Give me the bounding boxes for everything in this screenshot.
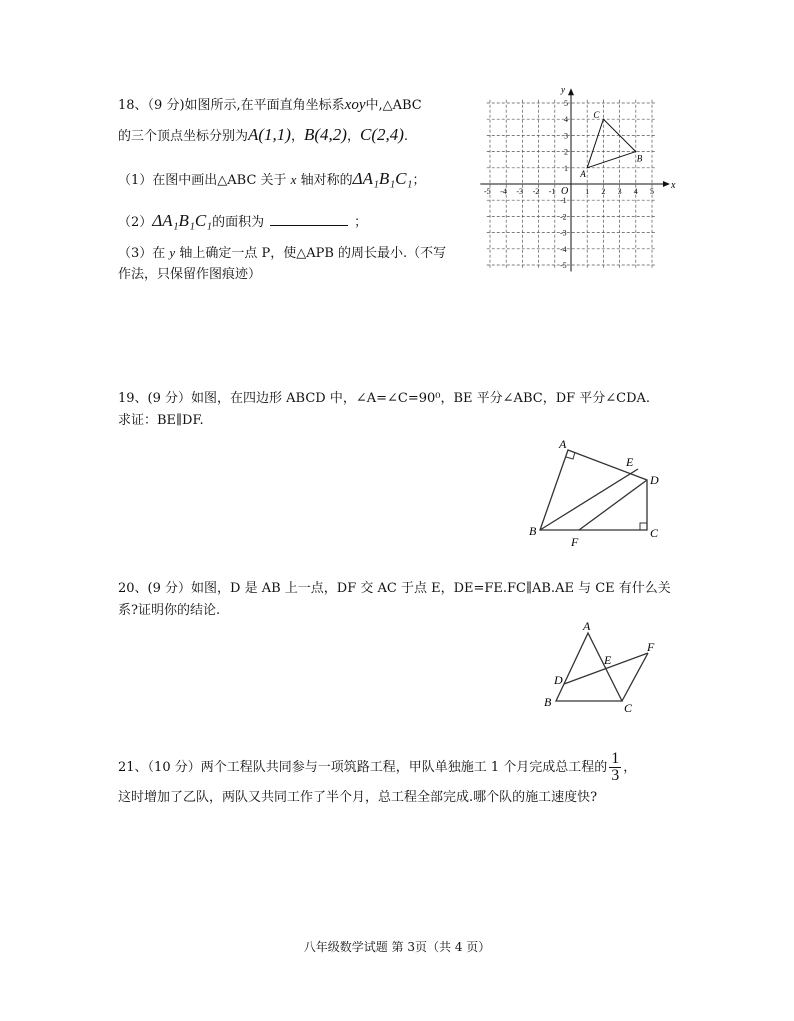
y-tick-label: -1 xyxy=(560,196,567,206)
q21-line1-end: ， xyxy=(623,760,637,775)
q18-period: . xyxy=(403,129,409,144)
q18-coord-a: A(1,1) xyxy=(248,125,291,144)
y-tick-label: -2 xyxy=(560,212,567,222)
quadrilateral-figure xyxy=(526,436,671,551)
y-axis-label: y xyxy=(561,84,565,95)
q18-part2-tri: ΔA₁B₁C₁ xyxy=(152,211,213,230)
q21-line1 xyxy=(118,750,636,786)
q18-part1-x: x xyxy=(290,172,297,187)
label-f: F xyxy=(571,535,579,549)
y-tick-label: -3 xyxy=(560,228,567,238)
q21-line2: 这时增加了乙队，两队又共同工作了半个月，总工程全部完成.哪个队的施工速度快? xyxy=(118,790,598,805)
page-footer: 八年级数学试题 第 3页（共 4 页） xyxy=(303,940,491,954)
y-tick-label: 5 xyxy=(564,99,568,108)
q18-part3-y: y xyxy=(169,245,176,260)
x-tick-label: 4 xyxy=(633,187,638,196)
label-d: D xyxy=(650,473,659,487)
q18-line1-end: 中,△ABC xyxy=(365,98,422,113)
q21-frac-num: 1 xyxy=(611,750,620,767)
x-tick-label: -2 xyxy=(532,187,540,196)
origin-label: O xyxy=(561,186,569,197)
q19-line1: 19、(9 分）如图，在四边形 ABCD 中，∠A=∠C=90⁰，BE 平分∠ABC，DF 平分∠CDA. xyxy=(118,391,651,406)
triangle-abc xyxy=(587,119,636,168)
y-tick-label: 3 xyxy=(564,131,568,141)
q18-part1-tri: ΔA₁B₁C₁ xyxy=(352,169,413,188)
label-b: B xyxy=(529,524,537,538)
x-tick-label: -1 xyxy=(548,187,556,196)
q20-line2: 系?证明你的结论. xyxy=(118,603,221,618)
right-angle-mark-c xyxy=(640,523,647,530)
q18-line1-text: 18、（9 分)如图所示,在平面直角坐标系 xyxy=(118,98,345,113)
q18-part3-line2: 作法，只保留作图痕迹） xyxy=(118,267,262,282)
q18-part3-end: 轴上确定一点 P，使△APB 的周长最小.（不写 xyxy=(179,246,447,261)
q20-line1: 20、(9 分）如图，D 是 AB 上一点，DF 交 AC 于点 E，DE=FE.FC∥AB.AE 与 CE 有什么关 xyxy=(118,581,671,596)
q18-part1 xyxy=(118,170,425,190)
q18-part1-mid: 轴对称的 xyxy=(300,173,353,188)
y-tick-label: -4 xyxy=(560,244,567,254)
q18-line2-start: 的三个顶点坐标分别为 xyxy=(118,129,249,144)
point-label-a: A xyxy=(580,168,586,179)
x-tick-label: -4 xyxy=(500,187,507,196)
label-a-fig20: A xyxy=(583,619,591,633)
label-a: A xyxy=(559,437,567,451)
label-e: E xyxy=(626,455,634,469)
x-axis-arrow xyxy=(663,181,670,187)
q18-sep-2: ， xyxy=(346,129,360,144)
q18-part2 xyxy=(118,212,367,232)
x-tick-label: -5 xyxy=(484,187,491,196)
y-axis-arrow xyxy=(568,88,574,95)
x-tick-label: 3 xyxy=(617,187,622,196)
label-f-fig20: F xyxy=(647,640,655,654)
triangle-abc-fig20 xyxy=(556,633,622,701)
y-tick-label: -5 xyxy=(560,261,567,270)
y-tick-label: 1 xyxy=(564,163,568,173)
x-tick-label: 1 xyxy=(585,187,590,196)
q21-frac-den: 3 xyxy=(611,767,620,784)
x-tick-label: 2 xyxy=(601,187,606,196)
label-b-fig20: B xyxy=(544,695,552,709)
coordinate-grid-figure xyxy=(478,84,678,273)
segment-df xyxy=(579,480,647,530)
q18-part2-start: （2） xyxy=(118,215,153,230)
q18-part3 xyxy=(118,244,446,263)
triangle-figure xyxy=(540,616,665,716)
q19-line2: 求证：BE∥DF. xyxy=(118,413,204,428)
label-c-fig20: C xyxy=(624,701,633,715)
q18-sep-1: ， xyxy=(290,129,304,144)
q18-line2 xyxy=(118,126,408,146)
q21-fraction xyxy=(609,751,621,784)
label-d-fig20: D xyxy=(554,673,563,687)
q18-coord-c: C(2,4) xyxy=(359,125,404,144)
y-tick-label: 2 xyxy=(564,147,568,157)
segment-fc xyxy=(622,653,648,701)
q18-xoy: xoy xyxy=(344,97,366,113)
q18-part3-start: （3）在 xyxy=(118,246,166,261)
q18-part1-start: （1）在图中画出△ABC 关于 xyxy=(118,173,287,188)
label-c: C xyxy=(650,526,659,540)
point-label-c: C xyxy=(593,110,600,121)
q18-part1-end: ； xyxy=(412,173,426,188)
q21-line1-start: 21、（10 分）两个工程队共同参与一项筑路工程，甲队单独施工 1 个月完成总工程的 xyxy=(118,760,608,775)
x-axis-label: x xyxy=(670,180,676,191)
label-e-fig20: E xyxy=(604,653,612,667)
q18-coord-b: B(4,2) xyxy=(304,125,347,144)
x-tick-label: 5 xyxy=(650,187,654,196)
q18-answer-blank xyxy=(270,213,348,226)
y-tick-label: 4 xyxy=(564,115,568,125)
q18-line1 xyxy=(118,96,422,115)
q18-part2-end: ； xyxy=(354,215,368,230)
x-tick-label: -3 xyxy=(516,187,524,196)
segment-be xyxy=(540,469,638,530)
q18-part2-mid: 的面积为 xyxy=(212,215,265,230)
point-label-b: B xyxy=(636,153,643,164)
grid-axes xyxy=(480,88,670,271)
